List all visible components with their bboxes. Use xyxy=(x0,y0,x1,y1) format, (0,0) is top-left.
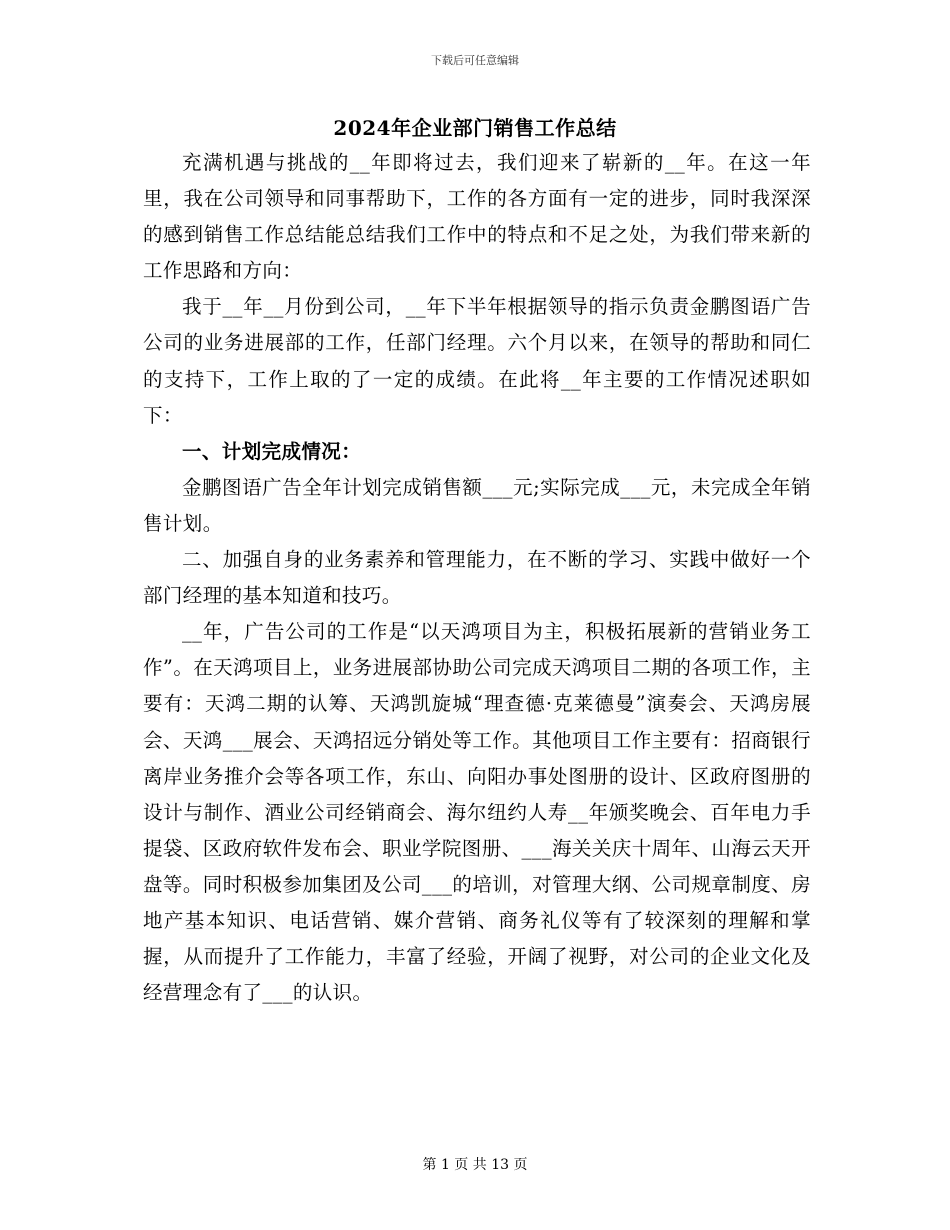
page-header: 下载后可任意编辑 xyxy=(431,54,519,67)
document-title: 2024年企业部门销售工作总结 xyxy=(333,116,617,140)
page-number: 第 1 页 共 13 页 xyxy=(422,1157,528,1173)
section-heading-plan: 一、计划完成情况： xyxy=(182,439,362,463)
paragraph-sales-plan: 金鹏图语广告全年计划完成销售额___元;实际完成___元，未完成全年销售计划。 xyxy=(143,475,811,535)
paragraph-section-two: 二、加强自身的业务素养和管理能力，在不断的学习、实践中做好一个部门经理的基本知道和技巧。 xyxy=(143,548,811,608)
paragraph-work-details: __年，广告公司的工作是“以天鸿项目为主，积极拓展新的营销业务工作”。在天鸿项目上，业务进展部协助公司完成天鸿项目二期的各项工作，主要有：天鸿二期的认筹、天鸿凯旋城“理查德·克莱德曼”演奏会、天鸿房展会、天鸿___展会、天鸿招远分销处等工作。其他项目工作主要有：招商银行离岸业务推介会等各项工作，东山、向阳办事处图册的设计、区政府图册的设计与制作、酒业公司经销商会、海尔纽约人寿__年颁奖晚会、百年电力手提袋、区政府软件发布会、职业学院图册、___海关关庆十周年、山海云天开盘等。同时积极参加集团及公司___的培训，对管理大纲、公司规章制度、房地产基本知识、电话营销、媒介营销、商务礼仪等有了较深刻的理解和掌握，从而提升了工作能力，丰富了经验，开阔了视野，对公司的企业文化及经营理念有了___的认识。 xyxy=(143,620,811,1005)
paragraph-background: 我于__年__月份到公司，__年下半年根据领导的指示负责金鹏图语广告公司的业务进展部的工作，任部门经理。六个月以来，在领导的帮助和同仁的支持下，工作上取的了一定的成绩。在此将__年主要的工作情况述职如下： xyxy=(143,295,811,427)
document-body xyxy=(143,145,811,1011)
paragraph-intro: 充满机遇与挑战的__年即将过去，我们迎来了崭新的__年。在这一年里，我在公司领导和同事帮助下，工作的各方面有一定的进步，同时我深深的感到销售工作总结能总结我们工作中的特点和不足之处，为我们带来新的工作思路和方向： xyxy=(143,151,811,283)
